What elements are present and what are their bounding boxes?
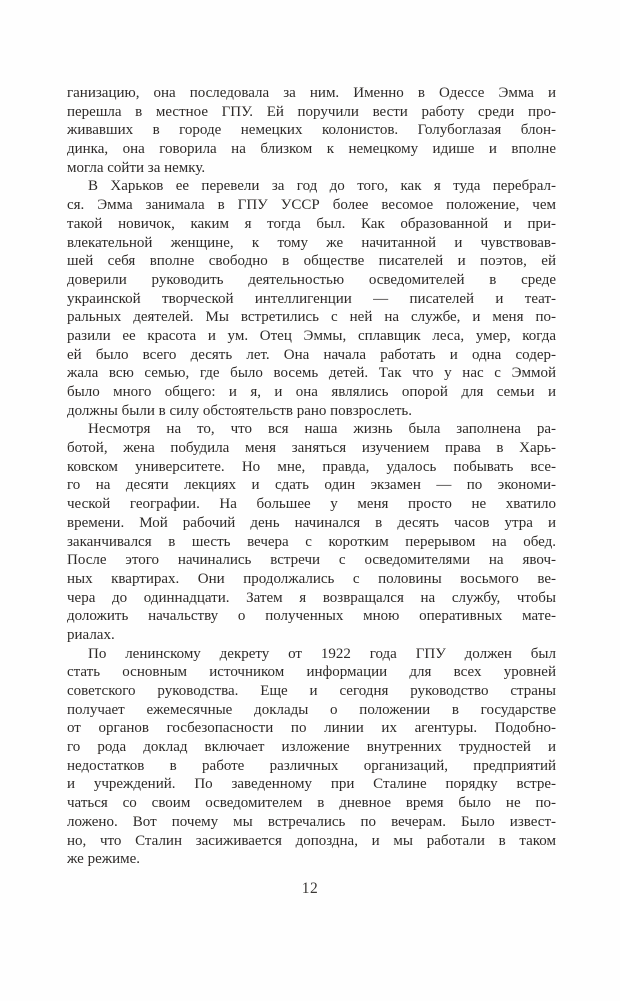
paragraph — [67, 645, 556, 869]
text-line: После этого начинались встречи с осведомителями на явоч- — [67, 552, 556, 569]
text-line: чаться со своим осведомителем в дневное время было не по- — [67, 795, 556, 812]
text-line: го на десяти лекциях и сдать один экзамен — по экономи- — [67, 477, 556, 494]
text-line: должны были в силу обстоятельств рано повзрослеть. — [67, 402, 412, 419]
text-line: такой новичок, каким я тогда был. Как образованной и при- — [67, 215, 556, 232]
paragraph — [67, 177, 556, 420]
text-line: но, что Сталин засиживается допоздна, и мы работали в таком — [67, 832, 556, 849]
text-line: перешла в местное ГПУ. Ей поручили вести работу среди про- — [67, 103, 556, 120]
text-line: динка, она говорила на близком к немецкому идише и вполне — [67, 141, 556, 158]
page-number: 12 — [301, 880, 319, 897]
text-line: советского руководства. Еще и сегодня руководство страны — [67, 683, 556, 699]
text-line: ботой, жена побудила меня заняться изучением права в Харь- — [67, 440, 556, 457]
text-line: разили ее красота и ум. Отец Эммы, сплавщик леса, умер, когда — [67, 327, 556, 344]
text-column — [67, 84, 556, 869]
text-line: жала всю семью, где было восемь детей. Так что у нас с Эммой — [67, 365, 556, 382]
text-line: и учреждений. По заведенному при Сталине порядку встре- — [67, 776, 556, 793]
text-line: шей себя вполне свободно в обществе писателей и поэтов, ей — [67, 253, 556, 270]
text-line: получает ежемесячные доклады о положении в государстве — [67, 701, 556, 718]
text-line: заканчивался в шесть вечера с коротким перерывом на обед. — [67, 533, 556, 550]
text-line: ей было всего десять лет. Она начала работать и одна содер- — [67, 346, 556, 363]
text-line: В Харьков ее перевели за год до того, как я туда перебрал- — [88, 178, 556, 195]
text-line: украинской творческой интеллигенции — писателей и теат- — [67, 290, 556, 307]
text-line: же режиме. — [67, 851, 141, 868]
paragraph — [67, 84, 556, 177]
text-line: влекательной женщине, к тому же начитанной и чувствовав- — [67, 234, 556, 251]
text-line: ковском университете. Но мне, правда, удалось побывать все- — [67, 458, 556, 475]
text-line: риалах. — [67, 626, 115, 643]
text-line: По ленинскому декрету от 1922 года ГПУ должен был — [88, 645, 556, 662]
text-line: ся. Эмма занимала в ГПУ УССР более весомое положение, чем — [67, 197, 556, 214]
text-line: ральных деятелей. Мы встретились с ней на службе, и меня по- — [67, 309, 556, 326]
paragraph — [67, 420, 556, 644]
text-line: недостатков в работе различных организаций, предприятий — [67, 757, 556, 774]
text-line: ных квартирах. Они продолжались с половины восьмого ве- — [67, 570, 556, 587]
text-line: стать основным источником информации для всех уровней — [67, 664, 556, 681]
text-line: ганизацию, она последовала за ним. Именно в Одессе Эмма и — [67, 85, 556, 101]
text-line: живавших в городе немецких колонистов. Голубоглазая блон- — [67, 122, 556, 139]
text-line: чера до одиннадцати. Затем я возвращался на службу, чтобы — [67, 589, 556, 606]
text-line: времени. Мой рабочий день начинался в десять часов утра и — [67, 514, 556, 531]
text-line: было много общего: и я, и она являлись опорой для семьи и — [67, 384, 556, 400]
text-line: ческой географии. На большее у меня просто не хватило — [67, 496, 556, 513]
text-line: доверили руководить деятельностью осведомителей в среде — [67, 271, 556, 288]
text-line: Несмотря на то, что вся наша жизнь была заполнена ра- — [88, 421, 556, 438]
text-line: могла сойти за немку. — [67, 159, 206, 176]
text-line: го рода доклад включает изложение внутренних трудностей и — [67, 739, 556, 756]
text-line: ложено. Вот почему мы встречались по вечерам. Было извест- — [67, 813, 556, 830]
text-line: от органов госбезопасности по линии их агентуры. Подобно- — [67, 720, 556, 737]
text-line: доложить начальству о полученных мною оперативных мате- — [67, 608, 556, 625]
